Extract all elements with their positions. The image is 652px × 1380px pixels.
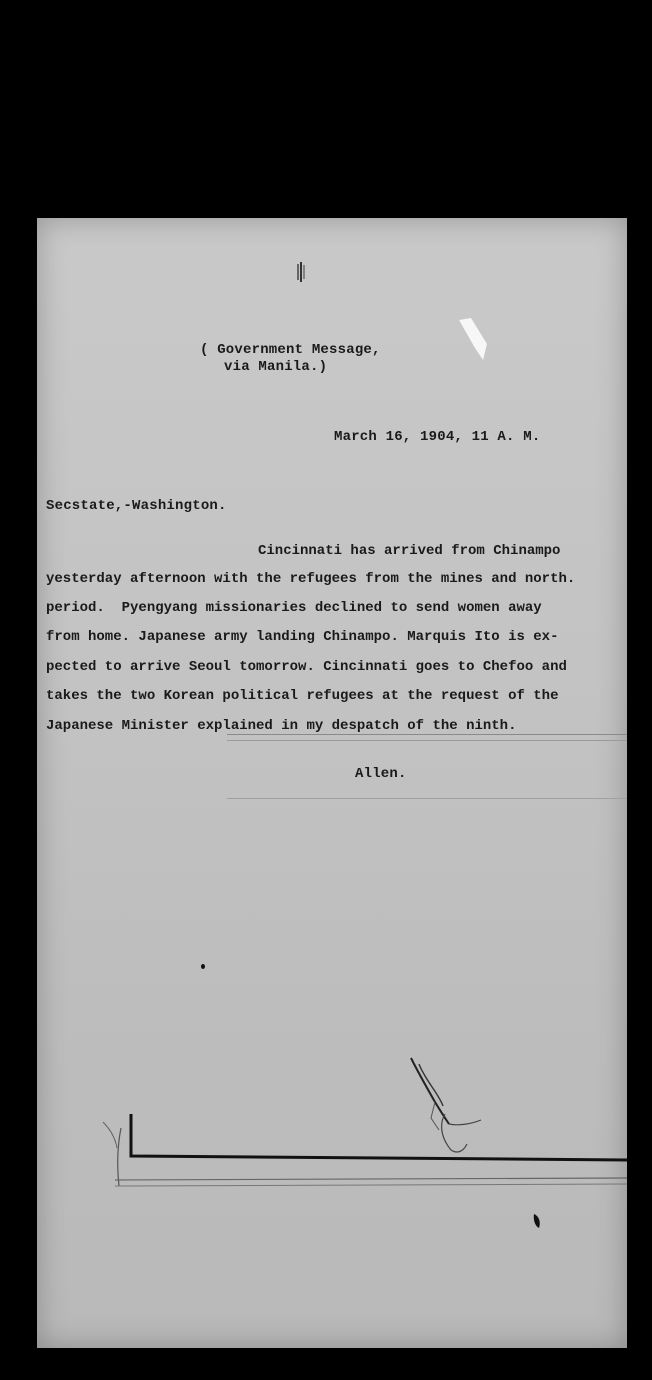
punch-mark bbox=[295, 262, 307, 282]
message-date: March 16, 1904, 11 A. M. bbox=[334, 429, 541, 445]
faint-rule-3 bbox=[227, 798, 627, 799]
ink-dot bbox=[201, 964, 205, 969]
addressee: Secstate,-Washington. bbox=[46, 498, 227, 514]
bracket-line bbox=[97, 1108, 627, 1198]
header-line-2: via Manila.) bbox=[224, 359, 328, 375]
body-line-5: pected to arrive Seoul tomorrow. Cincinnati goes to Chefoo and bbox=[46, 659, 567, 675]
body-line-7: Japanese Minister explained in my despatch of the ninth. bbox=[46, 718, 517, 734]
ink-blot bbox=[531, 1212, 543, 1230]
signature: Allen. bbox=[355, 766, 407, 782]
header-line-1: ( Government Message, bbox=[200, 342, 381, 358]
body-line-2: yesterday afternoon with the refugees from the mines and north. bbox=[46, 571, 576, 587]
telegram-page bbox=[37, 218, 627, 1348]
faint-rule-1 bbox=[227, 734, 627, 735]
body-line-3: period. Pyengyang missionaries declined to send women away bbox=[46, 600, 542, 616]
body-line-6: takes the two Korean political refugees at the request of the bbox=[46, 688, 559, 704]
faint-rule-2 bbox=[227, 740, 627, 741]
light-smudge bbox=[457, 316, 493, 362]
body-line-4: from home. Japanese army landing Chinampo. Marquis Ito is ex- bbox=[46, 629, 559, 645]
body-line-1: Cincinnati has arrived from Chinampo bbox=[258, 543, 561, 559]
